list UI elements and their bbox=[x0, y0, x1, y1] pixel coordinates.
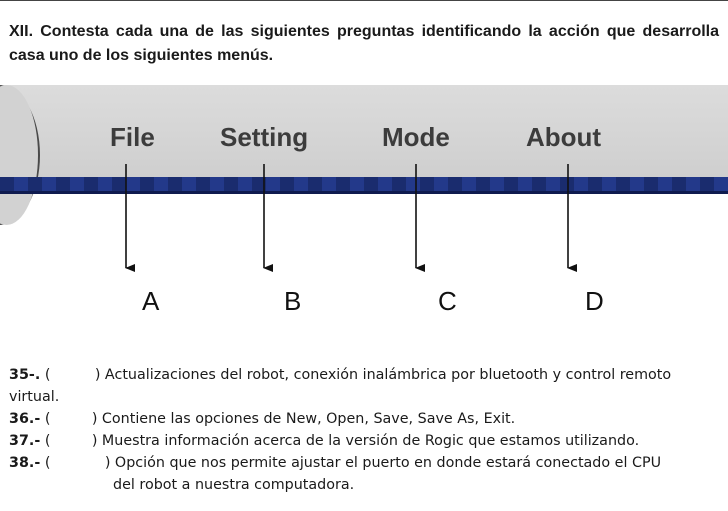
question-text: ) Opción que nos permite ajustar el puerto en donde estará conectado el CPU bbox=[104, 455, 662, 471]
section-heading: XII. Contesta cada una de las siguientes preguntas identificando la acción que desarrolla casa uno de los siguientes menús. bbox=[9, 23, 719, 64]
question-number: 36.- bbox=[9, 411, 41, 427]
question-36 bbox=[9, 408, 721, 430]
answer-blank-open: ( bbox=[44, 367, 51, 383]
letter-a: A bbox=[142, 286, 160, 316]
letter-c: C bbox=[438, 286, 457, 316]
menu-setting[interactable]: Setting bbox=[220, 122, 309, 152]
question-38-continuation: del robot a nuestra computadora. bbox=[113, 477, 355, 493]
questions-list bbox=[9, 364, 721, 496]
answer-blank-open: ( bbox=[44, 455, 51, 471]
question-text: ) Contiene las opciones de New, Open, Save, Save As, Exit. bbox=[91, 411, 516, 427]
question-35 bbox=[9, 364, 721, 386]
question-number: 37.- bbox=[9, 433, 41, 449]
question-text: ) Actualizaciones del robot, conexión inalámbrica por bluetooth y control remoto bbox=[94, 367, 672, 383]
question-number: 38.- bbox=[9, 455, 41, 471]
question-text: ) Muestra información acerca de la versión de Rogic que estamos utilizando. bbox=[91, 433, 640, 449]
menu-about[interactable]: About bbox=[526, 122, 602, 152]
answer-blank-open: ( bbox=[44, 433, 51, 449]
answer-blank-open: ( bbox=[44, 411, 51, 427]
letter-d: D bbox=[585, 286, 604, 316]
question-38 bbox=[9, 452, 721, 474]
question-37 bbox=[9, 430, 721, 452]
question-number: 35-. bbox=[9, 367, 41, 383]
menu-file[interactable]: File bbox=[110, 122, 155, 152]
letter-b: B bbox=[284, 286, 302, 316]
question-35-continuation: virtual. bbox=[9, 389, 60, 405]
menu-mode[interactable]: Mode bbox=[382, 122, 450, 152]
